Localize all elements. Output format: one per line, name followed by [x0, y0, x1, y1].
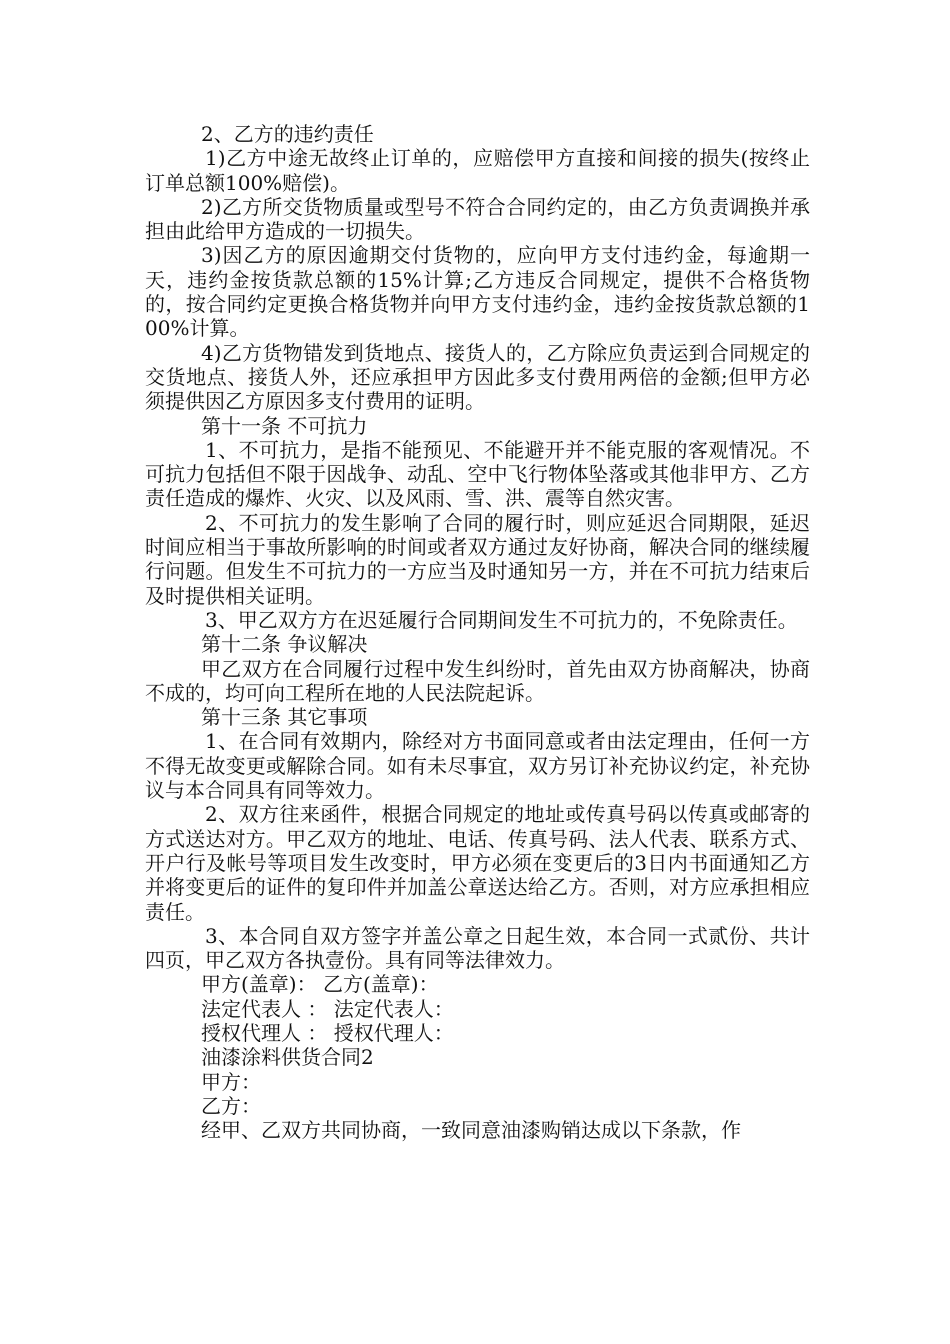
party-a-line: 甲方：: [201, 1069, 261, 1094]
clause-paragraph: 1、不可抗力，是指不能预见、不能避开并不能克服的客观情况。不可抗力包括但不限于因战争、动乱、空中飞行物体坠落或其他非甲方、乙方责任造成的爆炸、火灾、以及风雨、雪、洪、震等自然灾害。: [145, 437, 810, 511]
clause-paragraph: 3)因乙方的原因逾期交付货物的，应向甲方支付违约金，每逾期一天，违约金按货款总额的15%计算;乙方违反合同规定，提供不合格货物的，按合同约定更换合格货物并向甲方支付违约金，违约金按货款总额的100%计算。: [145, 243, 810, 341]
clause-paragraph: 2、不可抗力的发生影响了合同的履行时，则应延迟合同期限，延迟时间应相当于事故所影响的时间或者双方通过友好协商，解决合同的继续履行问题。但发生不可抗力的一方应当及时通知另一方，并在不可抗力结束后及时提供相关证明。: [145, 510, 810, 608]
section-heading-breach-party-b: 2、乙方的违约责任: [201, 122, 374, 146]
signature-line-legal-rep: 法定代表人 ： 法定代表人：: [201, 996, 454, 1021]
preamble-paragraph: 经甲、乙双方共同协商，一致同意油漆购销达成以下条款，作: [201, 1118, 741, 1143]
contract-title-2: 油漆涂料供货合同2: [201, 1045, 374, 1070]
clause-paragraph: 1、在合同有效期内，除经对方书面同意或者由法定理由，任何一方不得无故变更或解除合同。如有未尽事宜，双方另订补充协议约定，补充协议与本合同具有同等效力。: [145, 729, 810, 803]
clause-paragraph: 3、甲乙双方方在迟延履行合同期间发生不可抗力的，不免除责任。: [205, 607, 798, 632]
clause-paragraph: 1)乙方中途无故终止订单的，应赔偿甲方直接和间接的损失(按终止订单总额100%赔偿)。: [145, 146, 810, 195]
article-heading-dispute-resolution: 第十二条 争议解决: [201, 632, 368, 657]
clause-paragraph: 3、本合同自双方签字并盖公章之日起生效，本合同一式贰份、共计四页，甲乙双方各执壹份。具有同等法律效力。: [145, 923, 810, 973]
signature-line-agent: 授权代理人 ： 授权代理人：: [201, 1020, 454, 1045]
clause-paragraph: 2、双方往来函件，根据合同规定的地址或传真号码以传真或邮寄的方式送达对方。甲乙双方的地址、电话、传真号码、法人代表、联系方式、开户行及帐号等项目发生改变时，甲方必须在变更后的3日内书面通知乙方并将变更后的证件的复印件并加盖公章送达给乙方。否则，对方应承担相应责任。: [145, 802, 810, 924]
article-heading-force-majeure: 第十一条 不可抗力: [201, 413, 368, 438]
article-heading-other-matters: 第十三条 其它事项: [201, 705, 368, 730]
clause-paragraph: 甲乙双方在合同履行过程中发生纠纷时，首先由双方协商解决，协商不成的，均可向工程所在地的人民法院起诉。: [145, 656, 810, 705]
clause-paragraph: 4)乙方货物错发到货地点、接货人的，乙方除应负责运到合同规定的交货地点、接货人外，还应承担甲方因此多支付费用两倍的金额;但甲方必须提供因乙方原因多支付费用的证明。: [145, 340, 810, 414]
document-body: [145, 122, 810, 1142]
clause-paragraph: 2)乙方所交货物质量或型号不符合合同约定的，由乙方负责调换并承担由此给甲方造成的一切损失。: [145, 194, 810, 244]
party-b-line: 乙方：: [201, 1093, 261, 1118]
signature-line-seal: 甲方(盖章)： 乙方(盖章)：: [201, 972, 439, 997]
